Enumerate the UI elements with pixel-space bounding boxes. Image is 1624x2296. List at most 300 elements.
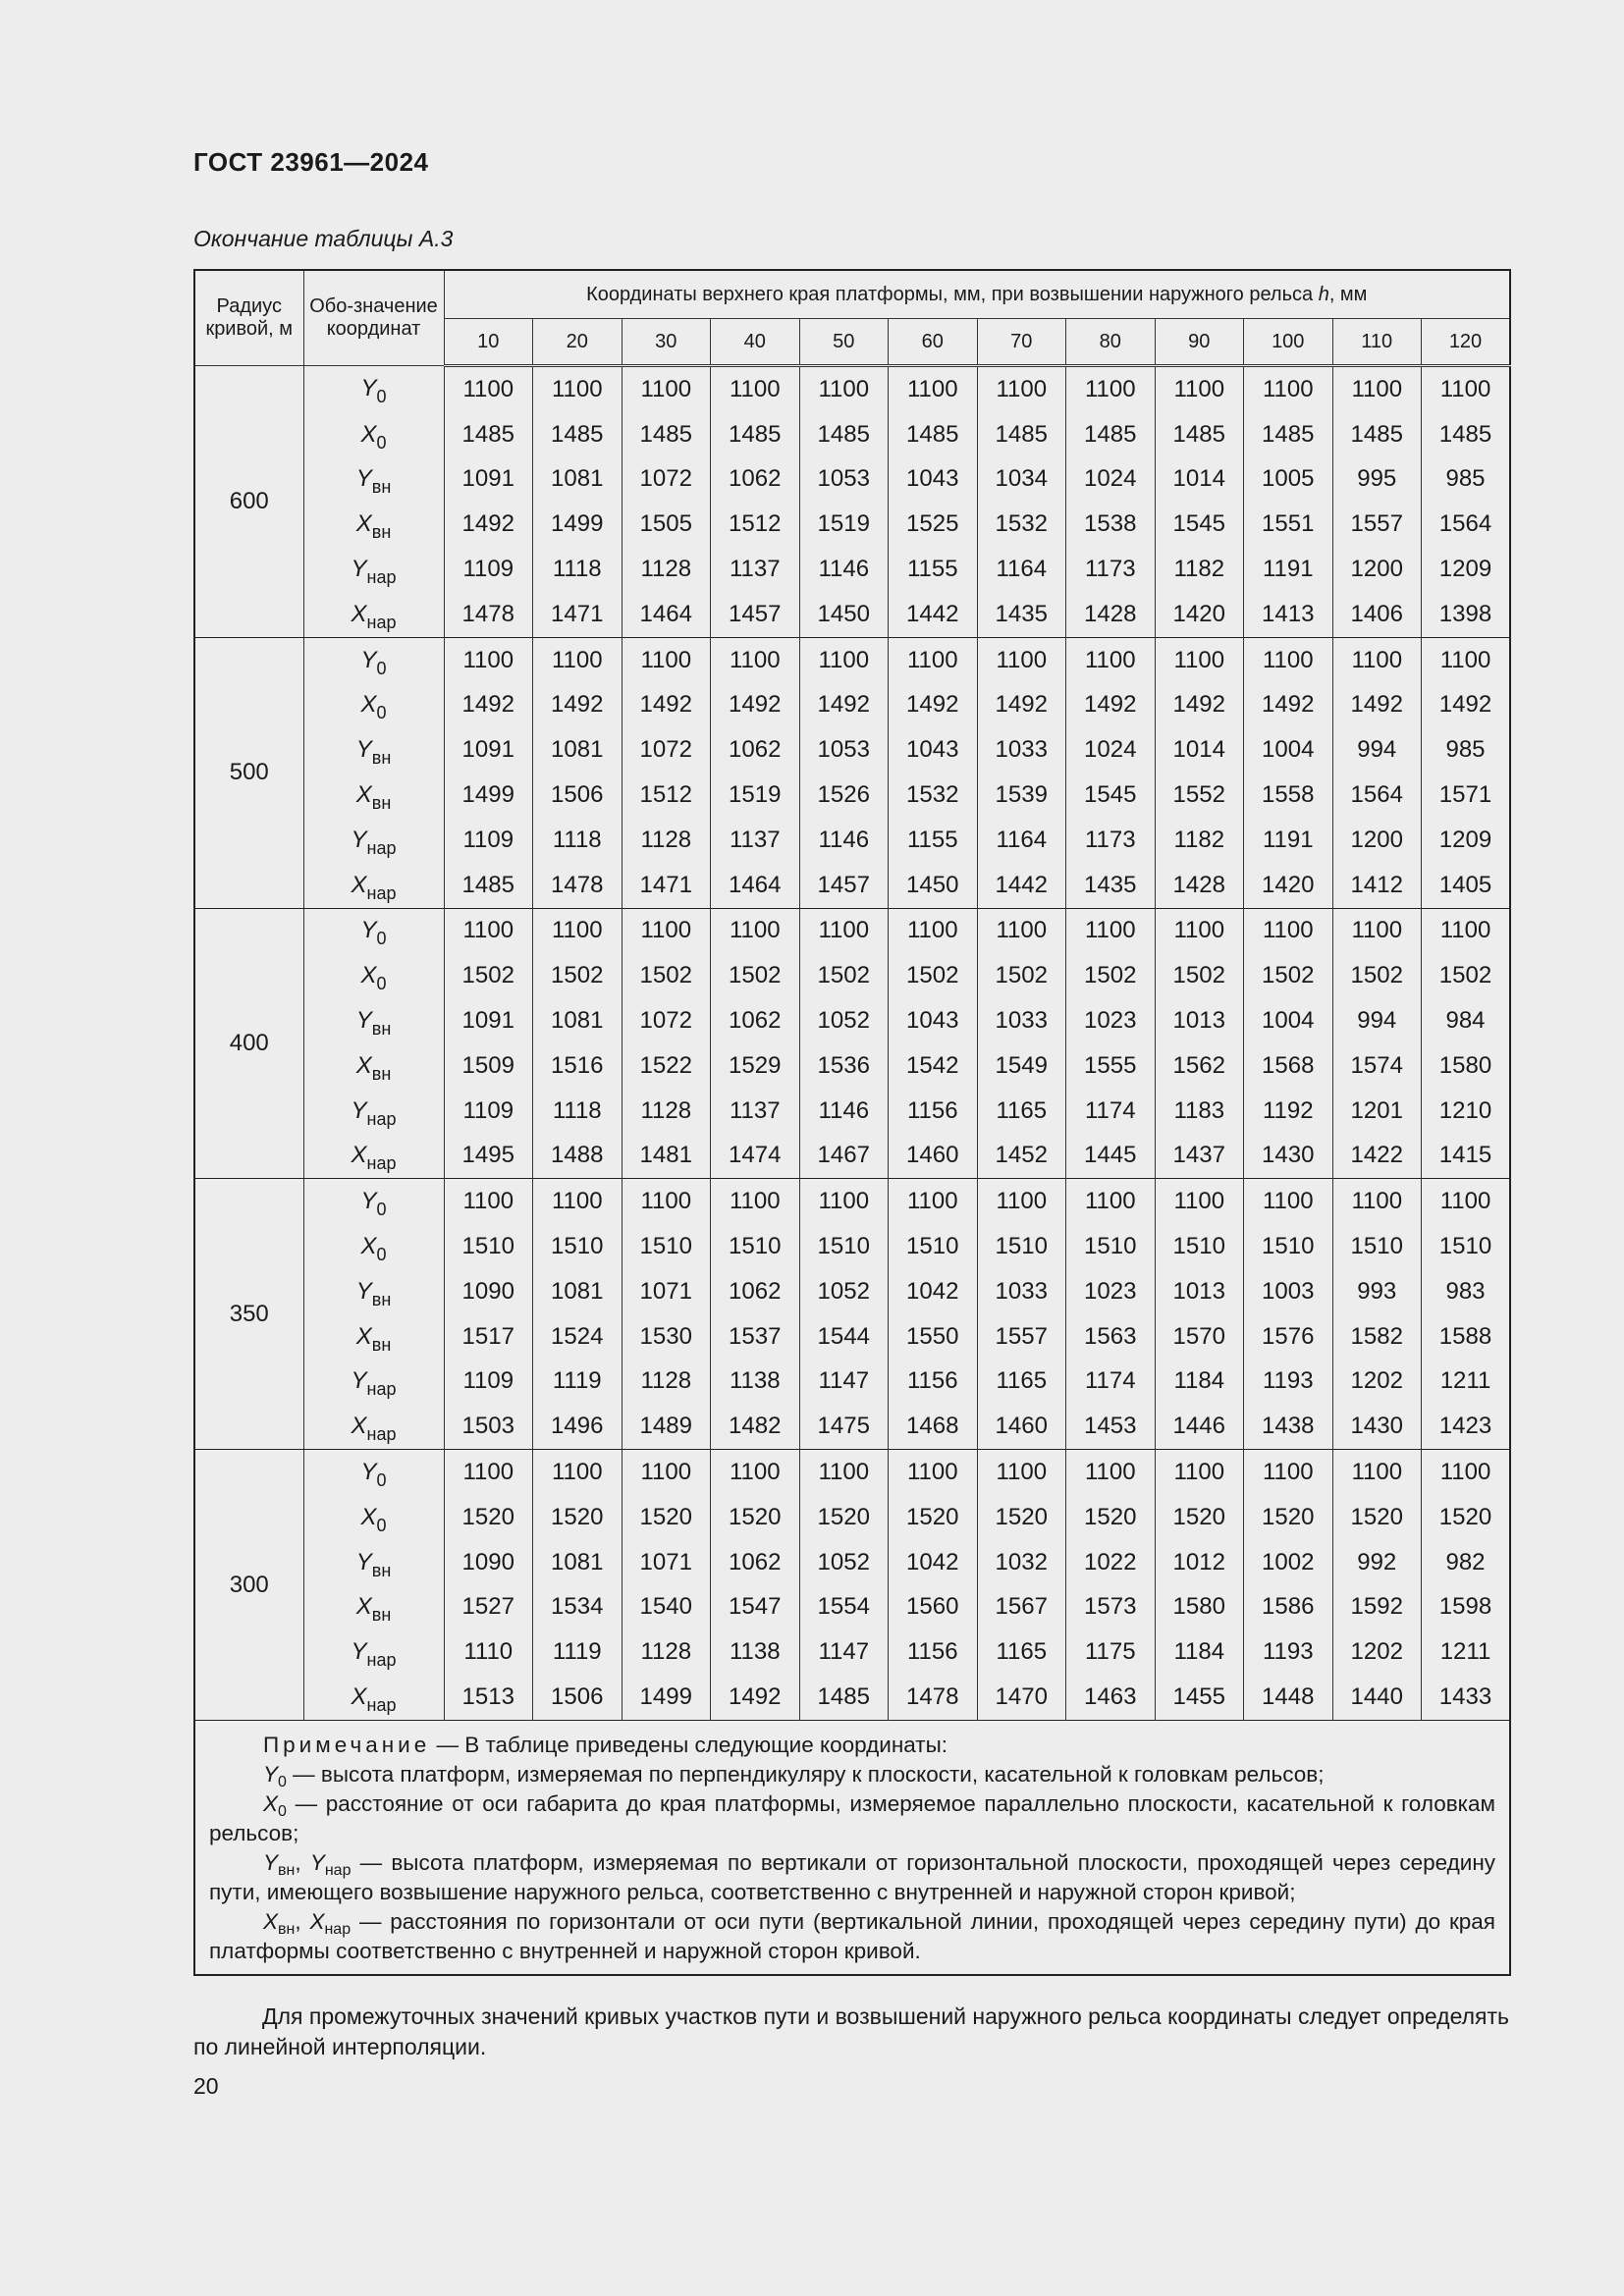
header-h-value: 70 [977, 319, 1066, 366]
value-cell: 1519 [711, 773, 800, 818]
value-cell: 1100 [444, 908, 533, 953]
value-cell: 1100 [1422, 637, 1511, 682]
value-cell: 1467 [799, 1134, 889, 1179]
value-cell: 1435 [1066, 863, 1156, 908]
value-cell: 1485 [1332, 412, 1422, 457]
value-cell: 1502 [799, 953, 889, 998]
value-cell: 1210 [1422, 1089, 1511, 1134]
value-cell: 1072 [622, 998, 711, 1043]
value-cell: 1100 [977, 908, 1066, 953]
table-body [194, 366, 1510, 1721]
value-cell: 1062 [711, 1269, 800, 1314]
value-cell: 1555 [1066, 1043, 1156, 1089]
value-cell: 1512 [711, 502, 800, 547]
header-h-value: 120 [1422, 319, 1511, 366]
value-cell: 1100 [622, 637, 711, 682]
value-cell: 1415 [1422, 1134, 1511, 1179]
value-cell: 1592 [1332, 1585, 1422, 1630]
radius-cell: 350 [194, 1179, 303, 1450]
value-cell: 1571 [1422, 773, 1511, 818]
value-cell: 1100 [799, 366, 889, 412]
value-cell: 984 [1422, 998, 1511, 1043]
value-cell: 1532 [889, 773, 978, 818]
table-row [194, 863, 1510, 908]
table-row [194, 502, 1510, 547]
value-cell: 1100 [1332, 1450, 1422, 1495]
value-cell: 1091 [444, 998, 533, 1043]
designation-cell: $Y_0$ [303, 1450, 444, 1495]
value-cell: 1023 [1066, 1269, 1156, 1314]
value-cell: 1100 [1155, 366, 1244, 412]
value-cell: 1492 [1244, 683, 1333, 728]
value-cell: 1539 [977, 773, 1066, 818]
value-cell: 1033 [977, 727, 1066, 773]
value-cell: 1558 [1244, 773, 1333, 818]
value-cell: 1520 [799, 1495, 889, 1540]
value-cell: 1549 [977, 1043, 1066, 1089]
value-cell: 1529 [711, 1043, 800, 1089]
value-cell: 1489 [622, 1404, 711, 1449]
value-cell: 1492 [977, 683, 1066, 728]
value-cell: 1081 [533, 1540, 623, 1585]
radius-cell: 600 [194, 366, 303, 638]
designation-cell: $X_0$ [303, 683, 444, 728]
value-cell: 1499 [533, 502, 623, 547]
value-cell: 1128 [622, 547, 711, 592]
table-row [194, 1224, 1510, 1269]
value-cell: 1568 [1244, 1043, 1333, 1089]
value-cell: 1043 [889, 727, 978, 773]
value-cell: 1470 [977, 1675, 1066, 1720]
value-cell: 1492 [1155, 683, 1244, 728]
value-cell: 1109 [444, 1089, 533, 1134]
value-cell: 1100 [533, 366, 623, 412]
value-cell: 1502 [977, 953, 1066, 998]
designation-cell: $Y_0$ [303, 1179, 444, 1224]
designation-cell: $X_0$ [303, 412, 444, 457]
value-cell: 1100 [533, 908, 623, 953]
interpolation-paragraph: Для промежуточных значений кривых участков пути и возвышений наружного рельса координаты следует определять по линейной интерполяции. [193, 2003, 1509, 2059]
value-cell: 1481 [622, 1134, 711, 1179]
value-cell: 1110 [444, 1629, 533, 1675]
value-cell: 1183 [1155, 1089, 1244, 1134]
value-cell: 1003 [1244, 1269, 1333, 1314]
value-cell: 1492 [1332, 683, 1422, 728]
value-cell: 1492 [711, 1675, 800, 1720]
value-cell: 1200 [1332, 818, 1422, 863]
value-cell: 1165 [977, 1360, 1066, 1405]
value-cell: 1100 [1244, 1179, 1333, 1224]
value-cell: 1100 [1244, 1450, 1333, 1495]
table-row [194, 1089, 1510, 1134]
radius-cell: 400 [194, 908, 303, 1179]
value-cell: 1138 [711, 1360, 800, 1405]
value-cell: 1522 [622, 1043, 711, 1089]
value-cell: 1506 [533, 1675, 623, 1720]
value-cell: 1100 [1155, 637, 1244, 682]
header-designation: Обо-значение координат [303, 270, 444, 366]
value-cell: 1081 [533, 457, 623, 503]
value-cell: 1485 [1066, 412, 1156, 457]
header-h-value: 40 [711, 319, 800, 366]
coordinates-table [193, 269, 1511, 1976]
designation-cell: $Y_{вн}$ [303, 457, 444, 503]
value-cell: 1100 [1066, 1450, 1156, 1495]
value-cell: 1485 [1422, 412, 1511, 457]
value-cell: 1446 [1155, 1404, 1244, 1449]
value-cell: 1100 [977, 1179, 1066, 1224]
value-cell: 1516 [533, 1043, 623, 1089]
value-cell: 1442 [977, 863, 1066, 908]
value-cell: 1455 [1155, 1675, 1244, 1720]
value-cell: 1520 [1422, 1495, 1511, 1540]
value-cell: 1100 [622, 366, 711, 412]
value-cell: 1448 [1244, 1675, 1333, 1720]
value-cell: 1537 [711, 1314, 800, 1360]
value-cell: 1100 [889, 366, 978, 412]
table-row [194, 1269, 1510, 1314]
value-cell: 1100 [799, 1179, 889, 1224]
value-cell: 1520 [1244, 1495, 1333, 1540]
value-cell: 1560 [889, 1585, 978, 1630]
table-row [194, 1450, 1510, 1495]
value-cell: 994 [1332, 998, 1422, 1043]
designation-cell: $Y_{нар}$ [303, 1089, 444, 1134]
value-cell: 1520 [1066, 1495, 1156, 1540]
value-cell: 1478 [444, 592, 533, 637]
value-cell: 1492 [799, 683, 889, 728]
value-cell: 1013 [1155, 1269, 1244, 1314]
value-cell: 1499 [622, 1675, 711, 1720]
value-cell: 1520 [622, 1495, 711, 1540]
value-cell: 1024 [1066, 457, 1156, 503]
value-cell: 993 [1332, 1269, 1422, 1314]
value-cell: 1100 [444, 637, 533, 682]
value-cell: 1043 [889, 998, 978, 1043]
value-cell: 1173 [1066, 547, 1156, 592]
value-cell: 1422 [1332, 1134, 1422, 1179]
table-row [194, 1404, 1510, 1449]
value-cell: 1450 [889, 863, 978, 908]
value-cell: 1510 [1332, 1224, 1422, 1269]
value-cell: 1062 [711, 998, 800, 1043]
header-h-value: 20 [533, 319, 623, 366]
value-cell: 1570 [1155, 1314, 1244, 1360]
value-cell: 1478 [889, 1675, 978, 1720]
value-cell: 1475 [799, 1404, 889, 1449]
value-cell: 1510 [1066, 1224, 1156, 1269]
value-cell: 1173 [1066, 818, 1156, 863]
radius-cell: 500 [194, 637, 303, 908]
designation-cell: $Y_0$ [303, 366, 444, 412]
value-cell: 1519 [799, 502, 889, 547]
designation-cell: $X_{вн}$ [303, 502, 444, 547]
header-h-value: 80 [1066, 319, 1156, 366]
value-cell: 1502 [533, 953, 623, 998]
value-cell: 1100 [533, 1179, 623, 1224]
value-cell: 1201 [1332, 1089, 1422, 1134]
value-cell: 1174 [1066, 1360, 1156, 1405]
value-cell: 1053 [799, 727, 889, 773]
value-cell: 1052 [799, 1540, 889, 1585]
value-cell: 1100 [711, 366, 800, 412]
document-header: ГОСТ 23961—2024 [193, 147, 429, 177]
value-cell: 1551 [1244, 502, 1333, 547]
value-cell: 1033 [977, 998, 1066, 1043]
value-cell: 1564 [1332, 773, 1422, 818]
value-cell: 1544 [799, 1314, 889, 1360]
value-cell: 1554 [799, 1585, 889, 1630]
value-cell: 1100 [977, 1450, 1066, 1495]
designation-cell: $Y_0$ [303, 908, 444, 953]
value-cell: 1485 [799, 412, 889, 457]
value-cell: 1138 [711, 1629, 800, 1675]
designation-cell: $X_0$ [303, 1495, 444, 1540]
header-h-value: 30 [622, 319, 711, 366]
value-cell: 1137 [711, 547, 800, 592]
coordinates-table-container [193, 269, 1509, 1976]
designation-cell: $X_0$ [303, 953, 444, 998]
value-cell: 1464 [622, 592, 711, 637]
value-cell: 1428 [1066, 592, 1156, 637]
value-cell: 1520 [889, 1495, 978, 1540]
value-cell: 1580 [1155, 1585, 1244, 1630]
value-cell: 1505 [622, 502, 711, 547]
header-h-value: 100 [1244, 319, 1333, 366]
table-row [194, 637, 1510, 682]
value-cell: 1488 [533, 1134, 623, 1179]
value-cell: 1090 [444, 1269, 533, 1314]
value-cell: 1053 [799, 457, 889, 503]
value-cell: 1100 [889, 1179, 978, 1224]
value-cell: 995 [1332, 457, 1422, 503]
value-cell: 1520 [533, 1495, 623, 1540]
value-cell: 1100 [1332, 908, 1422, 953]
table-row [194, 1134, 1510, 1179]
value-cell: 1542 [889, 1043, 978, 1089]
value-cell: 1468 [889, 1404, 978, 1449]
table-row [194, 1360, 1510, 1405]
value-cell: 1156 [889, 1089, 978, 1134]
value-cell: 1485 [1155, 412, 1244, 457]
value-cell: 1552 [1155, 773, 1244, 818]
value-cell: 1200 [1332, 547, 1422, 592]
table-row [194, 1179, 1510, 1224]
table-row [194, 547, 1510, 592]
value-cell: 1100 [444, 1179, 533, 1224]
value-cell: 1005 [1244, 457, 1333, 503]
value-cell: 1100 [1066, 637, 1156, 682]
value-cell: 1420 [1244, 863, 1333, 908]
value-cell: 1502 [1244, 953, 1333, 998]
value-cell: 1550 [889, 1314, 978, 1360]
table-row [194, 1314, 1510, 1360]
value-cell: 1146 [799, 1089, 889, 1134]
value-cell: 982 [1422, 1540, 1511, 1585]
value-cell: 1100 [1244, 908, 1333, 953]
value-cell: 1100 [889, 908, 978, 953]
value-cell: 1520 [977, 1495, 1066, 1540]
value-cell: 1492 [622, 683, 711, 728]
value-cell: 1042 [889, 1269, 978, 1314]
value-cell: 1100 [622, 1450, 711, 1495]
value-cell: 1547 [711, 1585, 800, 1630]
value-cell: 1509 [444, 1043, 533, 1089]
value-cell: 1118 [533, 1089, 623, 1134]
value-cell: 1013 [1155, 998, 1244, 1043]
value-cell: 1202 [1332, 1629, 1422, 1675]
value-cell: 1538 [1066, 502, 1156, 547]
value-cell: 1100 [1155, 1450, 1244, 1495]
header-h-value: 90 [1155, 319, 1244, 366]
designation-cell: $X_{нар}$ [303, 1134, 444, 1179]
value-cell: 1100 [1422, 366, 1511, 412]
value-cell: 1191 [1244, 818, 1333, 863]
value-cell: 1502 [711, 953, 800, 998]
value-cell: 1118 [533, 547, 623, 592]
value-cell: 1109 [444, 1360, 533, 1405]
value-cell: 1485 [444, 863, 533, 908]
value-cell: 1567 [977, 1585, 1066, 1630]
value-cell: 1563 [1066, 1314, 1156, 1360]
value-cell: 1510 [977, 1224, 1066, 1269]
value-cell: 1100 [1155, 908, 1244, 953]
value-cell: 1091 [444, 727, 533, 773]
designation-cell: $X_0$ [303, 1224, 444, 1269]
value-cell: 1510 [1155, 1224, 1244, 1269]
table-row [194, 1585, 1510, 1630]
value-cell: 1211 [1422, 1629, 1511, 1675]
value-cell: 1492 [889, 683, 978, 728]
table-note: Примечание — В таблице приведены следующие координаты: $Y_0$ — высота платформ, измеряемая по перпендикуляру к плоскости, касательной к головкам рельсов; $X_0$ — расстояние от оси габарита до края платформы, измеряемое параллельно плоскости, касательной к головкам рельсов; $Y_{вн}$, $Y_{нар}$ — высота платформ, измеряемая по вертикали от горизонтальной плоскости, проходящей через середину пути, имеющего возвышение наружного рельса, соответственно с внутренней и наружной сторон кривой; $X_{вн}$, $X_{нар}$ — расстояния по горизонтали от оси пути (вертикальной линии, проходящей через середину пути) до края платформы соответственно с внутренней и наружной сторон кривой. [194, 1720, 1510, 1975]
designation-cell: $Y_{нар}$ [303, 1629, 444, 1675]
value-cell: 1492 [711, 683, 800, 728]
table-row [194, 412, 1510, 457]
value-cell: 1004 [1244, 727, 1333, 773]
value-cell: 1485 [977, 412, 1066, 457]
value-cell: 1100 [1422, 1450, 1511, 1495]
designation-cell: $X_{вн}$ [303, 1043, 444, 1089]
value-cell: 1510 [799, 1224, 889, 1269]
value-cell: 1485 [889, 412, 978, 457]
value-cell: 1576 [1244, 1314, 1333, 1360]
value-cell: 1081 [533, 998, 623, 1043]
value-cell: 1471 [622, 863, 711, 908]
value-cell: 1147 [799, 1629, 889, 1675]
value-cell: 1405 [1422, 863, 1511, 908]
value-cell: 1209 [1422, 547, 1511, 592]
value-cell: 1109 [444, 547, 533, 592]
value-cell: 1437 [1155, 1134, 1244, 1179]
value-cell: 1474 [711, 1134, 800, 1179]
value-cell: 1557 [1332, 502, 1422, 547]
value-cell: 1128 [622, 818, 711, 863]
value-cell: 1072 [622, 727, 711, 773]
header-h-value: 10 [444, 319, 533, 366]
value-cell: 1062 [711, 727, 800, 773]
table-row [194, 457, 1510, 503]
value-cell: 1598 [1422, 1585, 1511, 1630]
value-cell: 1435 [977, 592, 1066, 637]
value-cell: 1492 [444, 683, 533, 728]
value-cell: 1562 [1155, 1043, 1244, 1089]
value-cell: 1502 [622, 953, 711, 998]
value-cell: 1033 [977, 1269, 1066, 1314]
value-cell: 1520 [444, 1495, 533, 1540]
value-cell: 1440 [1332, 1675, 1422, 1720]
value-cell: 1496 [533, 1404, 623, 1449]
value-cell: 1081 [533, 1269, 623, 1314]
table-row [194, 998, 1510, 1043]
value-cell: 1004 [1244, 998, 1333, 1043]
value-cell: 1464 [711, 863, 800, 908]
value-cell: 1524 [533, 1314, 623, 1360]
value-cell: 1492 [1066, 683, 1156, 728]
table-row [194, 1629, 1510, 1675]
value-cell: 1100 [711, 908, 800, 953]
value-cell: 1502 [1422, 953, 1511, 998]
value-cell: 1100 [1066, 908, 1156, 953]
value-cell: 1453 [1066, 1404, 1156, 1449]
designation-cell: $Y_0$ [303, 637, 444, 682]
value-cell: 1022 [1066, 1540, 1156, 1585]
value-cell: 1137 [711, 1089, 800, 1134]
value-cell: 1423 [1422, 1404, 1511, 1449]
value-cell: 1545 [1066, 773, 1156, 818]
value-cell: 1586 [1244, 1585, 1333, 1630]
value-cell: 1175 [1066, 1629, 1156, 1675]
value-cell: 1155 [889, 818, 978, 863]
value-cell: 1485 [444, 412, 533, 457]
value-cell: 1510 [444, 1224, 533, 1269]
value-cell: 1137 [711, 818, 800, 863]
value-cell: 1182 [1155, 818, 1244, 863]
value-cell: 1043 [889, 457, 978, 503]
table-row [194, 1043, 1510, 1089]
value-cell: 985 [1422, 727, 1511, 773]
table-row [194, 1495, 1510, 1540]
value-cell: 983 [1422, 1269, 1511, 1314]
designation-cell: $X_{вн}$ [303, 1314, 444, 1360]
value-cell: 1100 [1332, 637, 1422, 682]
value-cell: 1024 [1066, 727, 1156, 773]
value-cell: 1014 [1155, 727, 1244, 773]
value-cell: 1100 [444, 1450, 533, 1495]
value-cell: 994 [1332, 727, 1422, 773]
value-cell: 1573 [1066, 1585, 1156, 1630]
designation-cell: $Y_{нар}$ [303, 547, 444, 592]
value-cell: 1100 [799, 1450, 889, 1495]
value-cell: 1510 [1422, 1224, 1511, 1269]
value-cell: 1209 [1422, 818, 1511, 863]
value-cell: 1100 [977, 637, 1066, 682]
value-cell: 1100 [1155, 1179, 1244, 1224]
value-cell: 1202 [1332, 1360, 1422, 1405]
value-cell: 1100 [622, 1179, 711, 1224]
value-cell: 1502 [889, 953, 978, 998]
table-row [194, 1675, 1510, 1720]
value-cell: 1460 [889, 1134, 978, 1179]
value-cell: 1042 [889, 1540, 978, 1585]
radius-cell: 300 [194, 1450, 303, 1721]
value-cell: 1525 [889, 502, 978, 547]
value-cell: 1588 [1422, 1314, 1511, 1360]
value-cell: 1100 [1244, 366, 1333, 412]
value-cell: 1478 [533, 863, 623, 908]
value-cell: 1492 [1422, 683, 1511, 728]
value-cell: 1506 [533, 773, 623, 818]
value-cell: 1492 [533, 683, 623, 728]
